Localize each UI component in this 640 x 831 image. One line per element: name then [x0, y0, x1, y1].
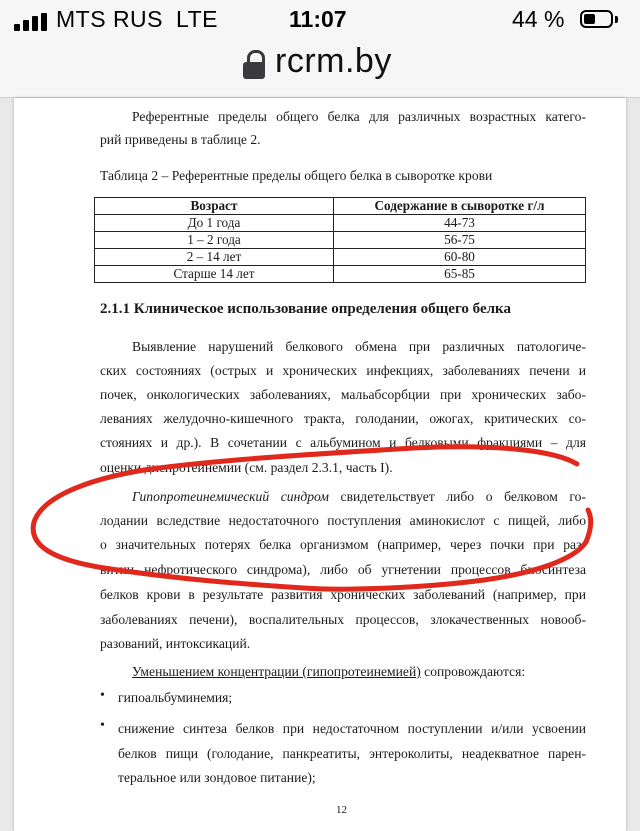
intro-line-2: рий приведены в таблице 2. — [100, 132, 261, 147]
table-cell: Старше 14 лет — [95, 266, 334, 283]
para1-line: леваниях желудочно-кишечного тракта, голодании, ожогах, критических со- — [100, 411, 586, 426]
bullet-item: гипоальбуминемия; — [118, 690, 233, 705]
section-heading: 2.1.1 Клиническое использование определения общего белка — [100, 301, 511, 317]
lock-icon — [243, 50, 267, 80]
para2-line: белков крови в результате развития хронических заболеваний (например, при — [100, 587, 586, 602]
signal-strength-icon — [14, 13, 48, 31]
para1-line: стояниях и др.). В сочетании с альбумином и белковыми фракциями – для — [100, 435, 586, 450]
decrease-intro-rest: сопровождаются: — [420, 664, 526, 679]
italic-term: Гипопротеинемический синдром — [132, 489, 329, 504]
table-caption: Таблица 2 – Референтные пределы общего белка в сыворотке крови — [100, 168, 493, 183]
para1-line: ских состояниях (острых и хронических инфекциях, заболеваниях печени и — [100, 363, 586, 378]
table-row — [95, 249, 586, 266]
table-header-age: Возраст — [95, 198, 334, 215]
url-domain[interactable]: rcrm.by — [275, 42, 392, 80]
para2-line-rest: свидетельствует либо о белковом го- — [328, 489, 586, 504]
battery-percent: 44 % — [512, 6, 565, 32]
bullet-item-cont: теральное или зондовое питание); — [118, 770, 316, 785]
table-cell: 60-80 — [334, 249, 586, 266]
table-cell: До 1 года — [95, 215, 334, 232]
reference-table — [94, 197, 586, 283]
bullet-icon: • — [100, 718, 105, 733]
table-header-row — [95, 198, 586, 215]
table-row — [95, 215, 586, 232]
clock: 11:07 — [289, 6, 347, 32]
battery-icon — [580, 10, 620, 30]
document-page — [14, 98, 626, 831]
table-cell: 1 – 2 года — [95, 232, 334, 249]
page-number: 12 — [336, 804, 347, 816]
para2-line: о значительных потерях белка организмом (например, через почки при раз- — [100, 537, 586, 552]
network-type: LTE — [176, 6, 218, 32]
table-row — [95, 266, 586, 283]
table-cell: 65-85 — [334, 266, 586, 283]
bullet-item: снижение синтеза белков при недостаточном поступлении и/или усвоении — [118, 721, 586, 736]
bullet-icon: • — [100, 688, 105, 703]
table-cell: 56-75 — [334, 232, 586, 249]
underlined-term: Уменьшением концентрации (гипопротеинемией) — [132, 664, 421, 679]
bullet-item-cont: белков пищи (голодание, панкреатиты, энтероколиты, неадекватное парен- — [118, 746, 586, 761]
para2-line: витии нефротического синдрома), либо об угнетении процессов биосинтеза — [100, 562, 586, 577]
table-cell: 44-73 — [334, 215, 586, 232]
para1-line: оценки диспротеинемии (см. раздел 2.3.1, часть I). — [100, 460, 393, 475]
para2-line: заболеваниях печени), воспалительных процессов, злокачественных новооб- — [100, 612, 586, 627]
para2-line: лодании вследствие недостаточного поступления аминокислот с пищей, либо — [100, 513, 586, 528]
para2-line: разований, интоксикаций. — [100, 636, 251, 651]
address-bar[interactable] — [0, 40, 640, 98]
carrier-name: MTS RUS — [56, 6, 163, 32]
para1-line: Выявление нарушений белкового обмена при различных патологиче- — [132, 339, 586, 354]
para1-line: почек, онкологических заболеваниях, мальабсорбции при хронических забо- — [100, 387, 586, 402]
status-bar — [0, 0, 640, 40]
intro-line-1: Референтные пределы общего белка для различных возрастных катего- — [132, 109, 586, 124]
table-cell: 2 – 14 лет — [95, 249, 334, 266]
table-header-content: Содержание в сыворотке г/л — [334, 198, 586, 215]
decrease-intro — [132, 664, 525, 680]
para2-line — [132, 486, 586, 508]
table-row — [95, 232, 586, 249]
